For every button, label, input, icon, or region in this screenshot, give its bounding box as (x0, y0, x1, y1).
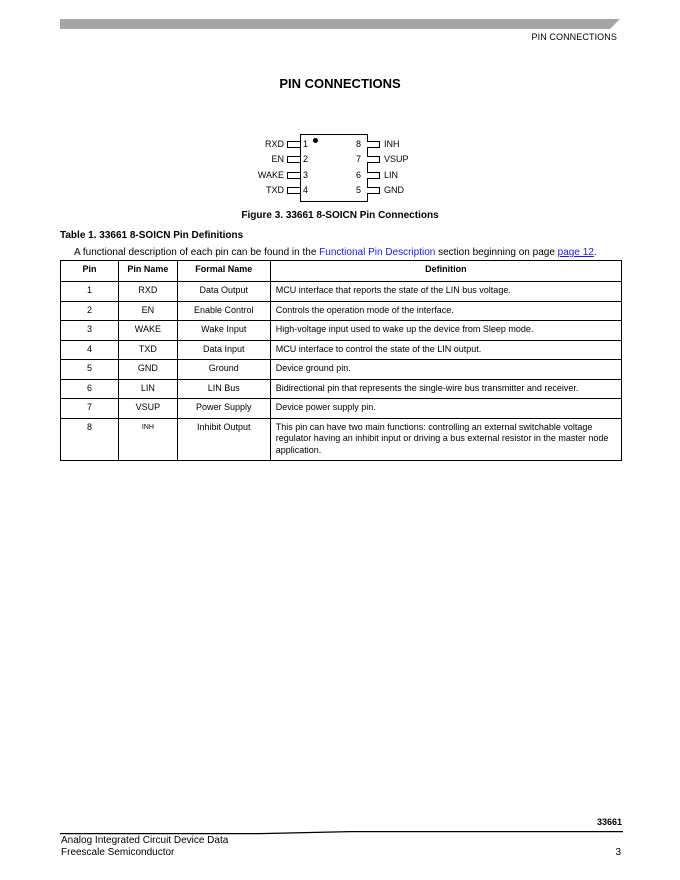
table-row (61, 340, 622, 360)
table-title: Table 1. 33661 8-SOICN Pin Definitions (60, 230, 244, 241)
cell-formal-name: LIN Bus (177, 379, 270, 399)
col-header-pin-name: Pin Name (118, 261, 177, 282)
cell-pin: 6 (61, 379, 119, 399)
cell-pin: 4 (61, 340, 119, 360)
cell-definition: Controls the operation mode of the interface. (270, 301, 621, 321)
cell-pin: 2 (61, 301, 119, 321)
cell-pin-name: RXD (118, 282, 177, 302)
col-header-formal-name: Formal Name (177, 261, 270, 282)
running-head: PIN CONNECTIONS (531, 32, 617, 42)
pin-lead (367, 156, 380, 163)
cell-pin: 1 (61, 282, 119, 302)
pin-row (240, 169, 440, 181)
cell-definition: High-voltage input used to wake up the device from Sleep mode. (270, 321, 621, 341)
pin-number: 8 (356, 139, 362, 149)
table-intro (74, 247, 597, 258)
pin-diagram (240, 132, 440, 204)
pin-lead (287, 141, 300, 148)
pin-lead (287, 156, 300, 163)
pin-definitions-table (60, 260, 622, 461)
pin-lead (367, 141, 380, 148)
cell-pin: 7 (61, 399, 119, 419)
cell-pin: 8 (61, 418, 119, 461)
cell-definition: MCU interface to control the state of the LIN output. (270, 340, 621, 360)
pin-name: LIN (384, 170, 399, 180)
cell-definition: This pin can have two main functions: controlling an external switchable voltage regulator having an inhibit input or driving a bus external resistor in the master node application. (270, 418, 621, 461)
intro-text: section beginning on page (435, 247, 558, 258)
cell-formal-name: Power Supply (177, 399, 270, 419)
table-header-row (61, 261, 622, 282)
cell-pin-name: EN (118, 301, 177, 321)
cell-formal-name: Wake Input (177, 321, 270, 341)
page-link[interactable]: page 12 (557, 247, 594, 258)
pin-row (240, 138, 440, 150)
pin-number: 6 (356, 170, 362, 180)
pin-name: VSUP (384, 154, 409, 164)
pin-name: EN (271, 154, 284, 164)
section-title: PIN CONNECTIONS (279, 76, 401, 91)
header-bar (60, 19, 620, 29)
pin-number: 5 (356, 185, 362, 195)
intro-text: A functional description of each pin can be found in the (74, 247, 320, 258)
pin-row (240, 184, 440, 196)
footer-doc-title: Analog Integrated Circuit Device Data (61, 835, 229, 846)
cell-formal-name: Data Output (177, 282, 270, 302)
table-row (61, 399, 622, 419)
pin-number: 2 (303, 154, 309, 164)
cell-pin-name: VSUP (118, 399, 177, 419)
cell-definition: Bidirectional pin that represents the single-wire bus transmitter and receiver. (270, 379, 621, 399)
part-number: 33661 (596, 817, 622, 827)
table-row (61, 360, 622, 380)
figure-caption: Figure 3. 33661 8-SOICN Pin Connections (241, 210, 439, 221)
pin-lead (367, 187, 380, 194)
pin-number: 3 (303, 170, 309, 180)
cell-pin-name: TXD (118, 340, 177, 360)
pin-name: TXD (266, 185, 284, 195)
pin-lead (367, 172, 380, 179)
col-header-definition: Definition (270, 261, 621, 282)
table-row (61, 301, 622, 321)
footer-company: Freescale Semiconductor (61, 847, 175, 858)
cell-pin-name: LIN (118, 379, 177, 399)
cell-definition: Device ground pin. (270, 360, 621, 380)
table-row (61, 282, 622, 302)
functional-pin-description-link[interactable]: Functional Pin Description (319, 247, 436, 258)
pin-number: 7 (356, 154, 362, 164)
cell-formal-name: Ground (177, 360, 270, 380)
cell-definition: Device power supply pin. (270, 399, 621, 419)
pin-number: 1 (303, 139, 309, 149)
col-header-pin: Pin (61, 261, 119, 282)
pin-name: RXD (264, 139, 284, 149)
page-number: 3 (615, 847, 621, 858)
cell-formal-name: Data Input (177, 340, 270, 360)
table-row (61, 321, 622, 341)
pin-row (240, 153, 440, 165)
pin-name: INH (384, 139, 400, 149)
cell-formal-name: Inhibit Output (177, 418, 270, 461)
cell-pin-name: INH (118, 418, 177, 461)
pin-name: GND (384, 185, 404, 195)
cell-pin: 3 (61, 321, 119, 341)
pin-number: 4 (303, 185, 309, 195)
pin-lead (287, 172, 300, 179)
cell-formal-name: Enable Control (177, 301, 270, 321)
table-row (61, 379, 622, 399)
cell-definition: MCU interface that reports the state of the LIN bus voltage. (270, 282, 621, 302)
pin-name: WAKE (257, 170, 284, 180)
cell-pin-name: GND (118, 360, 177, 380)
intro-text: . (593, 247, 597, 258)
pin-lead (287, 187, 300, 194)
table-row (61, 418, 622, 461)
cell-pin-name: WAKE (118, 321, 177, 341)
cell-pin: 5 (61, 360, 119, 380)
